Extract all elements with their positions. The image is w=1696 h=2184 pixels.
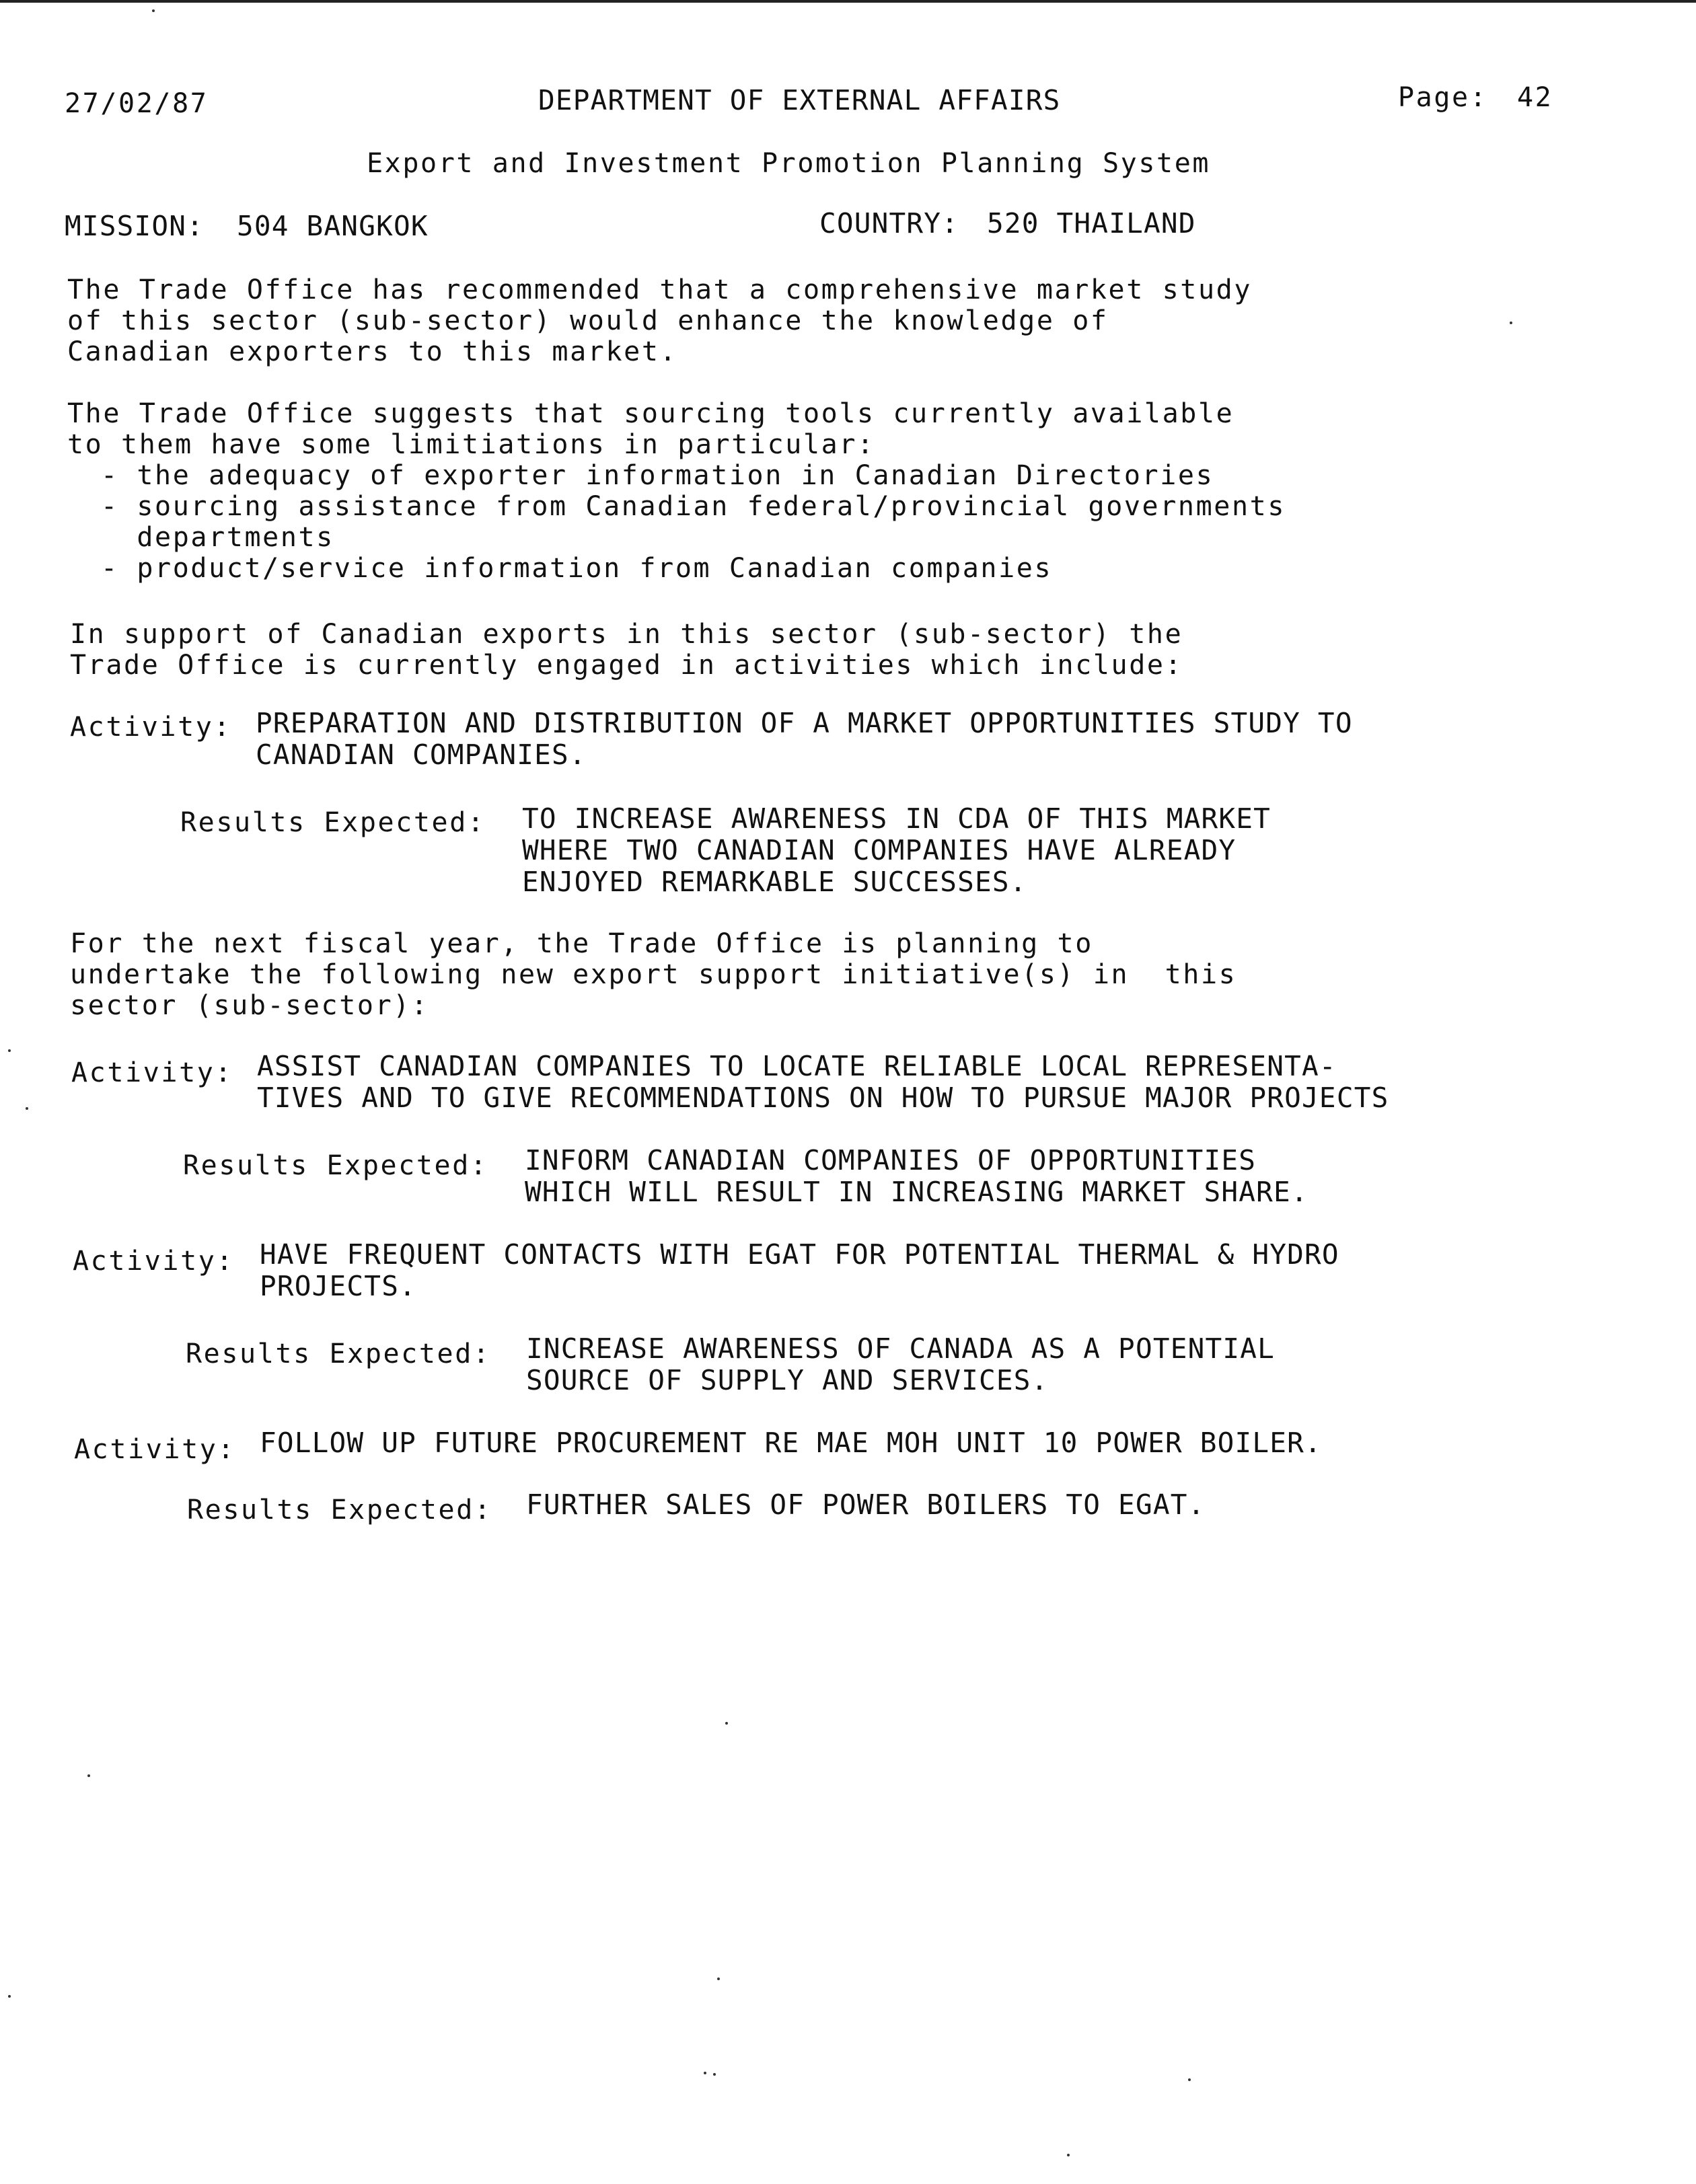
list-item: - the adequacy of exporter information in Canadian Directories: [101, 460, 1214, 491]
mission-label: MISSION:: [65, 210, 205, 242]
planned-results-text: [525, 1145, 1308, 1208]
system-title: Export and Investment Promotion Planning System: [367, 148, 1211, 179]
results-expected-label: Results Expected:: [186, 1339, 491, 1369]
scan-speck: [8, 1995, 11, 1998]
results-expected-label: Results Expected:: [183, 1150, 488, 1181]
support-paragraph: [70, 619, 1183, 681]
scan-speck: [1067, 2154, 1070, 2156]
results-line: SOURCE OF SUPPLY AND SERVICES.: [526, 1364, 1049, 1396]
planned-activity-text: [257, 1051, 1389, 1114]
scan-speck: [8, 1049, 11, 1052]
current-activity-text: [256, 708, 1353, 771]
page-label: Page:: [1398, 82, 1488, 113]
scan-speck: [1510, 322, 1512, 324]
scan-speck: [725, 1722, 728, 1725]
sourcing-limitations-list: [101, 460, 1286, 584]
activity-label: Activity:: [70, 712, 232, 743]
mission-value: 504 BANGKOK: [237, 210, 429, 242]
activity-label: Activity:: [73, 1246, 235, 1277]
paragraph-line: Trade Office is currently engaged in activities which include:: [70, 650, 1183, 681]
activity-label: Activity:: [71, 1057, 233, 1088]
scan-top-edge: [0, 0, 1696, 3]
page-number: 42: [1517, 82, 1553, 113]
paragraph-line: Canadian exporters to this market.: [67, 336, 678, 367]
results-line: WHERE TWO CANADIAN COMPANIES HAVE ALREADY: [522, 834, 1237, 866]
paragraph-line: For the next fiscal year, the Trade Office is planning to: [70, 928, 1093, 959]
planned-results-text: [526, 1489, 1205, 1521]
paragraph-line: sector (sub-sector):: [70, 990, 429, 1021]
scan-speck: [717, 1978, 720, 1980]
paragraph-line: The Trade Office has recommended that a comprehensive market study: [67, 274, 1253, 305]
list-item: - product/service information from Canadian companies: [101, 553, 1053, 584]
country-label: COUNTRY:: [819, 207, 959, 239]
current-results-text: [522, 803, 1271, 898]
planned-results-text: [526, 1333, 1275, 1396]
list-item: - sourcing assistance from Canadian federal/provincial governments: [101, 491, 1286, 522]
results-line: INCREASE AWARENESS OF CANADA AS A POTENTIAL: [526, 1332, 1276, 1365]
intro-paragraph: [67, 274, 1252, 367]
activity-line: PROJECTS.: [260, 1270, 416, 1302]
scan-speck: [152, 9, 155, 12]
paragraph-line: to them have some limitiations in particular:: [67, 429, 875, 460]
activity-line: ASSIST CANADIAN COMPANIES TO LOCATE RELIABLE LOCAL REPRESENTA-: [257, 1050, 1337, 1082]
list-item: departments: [101, 522, 334, 553]
activity-label: Activity:: [74, 1434, 236, 1465]
next-year-paragraph: [70, 928, 1237, 1021]
paragraph-line: In support of Canadian exports in this sector (sub-sector) the: [70, 619, 1183, 650]
results-line: FURTHER SALES OF POWER BOILERS TO EGAT.: [526, 1489, 1206, 1521]
sourcing-paragraph: [67, 398, 1234, 460]
activity-line: FOLLOW UP FUTURE PROCUREMENT RE MAE MOH UNIT 10 POWER BOILER.: [260, 1427, 1322, 1459]
scan-speck: [87, 1774, 90, 1777]
activity-line: CANADIAN COMPANIES.: [256, 739, 587, 771]
scan-speck: [713, 2073, 716, 2076]
results-line: TO INCREASE AWARENESS IN CDA OF THIS MARKET: [522, 802, 1271, 835]
activity-line: TIVES AND TO GIVE RECOMMENDATIONS ON HOW TO PURSUE MAJOR PROJECTS: [257, 1082, 1389, 1114]
scan-speck: [26, 1107, 28, 1110]
activity-line: PREPARATION AND DISTRIBUTION OF A MARKET OPPORTUNITIES STUDY TO: [256, 707, 1353, 739]
results-expected-label: Results Expected:: [187, 1495, 492, 1526]
results-expected-label: Results Expected:: [180, 807, 486, 838]
scan-speck: [1188, 2078, 1191, 2081]
activity-line: HAVE FREQUENT CONTACTS WITH EGAT FOR POTENTIAL THERMAL & HYDRO: [260, 1238, 1339, 1271]
results-line: INFORM CANADIAN COMPANIES OF OPPORTUNITIES: [525, 1144, 1257, 1176]
results-line: WHICH WILL RESULT IN INCREASING MARKET SHARE.: [525, 1176, 1308, 1208]
paragraph-line: The Trade Office suggests that sourcing tools currently available: [67, 398, 1234, 429]
department-name: DEPARTMENT OF EXTERNAL AFFAIRS: [538, 84, 1061, 116]
country-value: 520 THAILAND: [987, 207, 1196, 239]
paragraph-line: of this sector (sub-sector) would enhance the knowledge of: [67, 305, 1109, 336]
planned-activity-text: [260, 1239, 1339, 1302]
planned-activity-text: [260, 1427, 1322, 1459]
results-line: ENJOYED REMARKABLE SUCCESSES.: [522, 866, 1027, 898]
scan-speck: [704, 2072, 706, 2074]
paragraph-line: undertake the following new export support initiative(s) in this: [70, 959, 1237, 990]
report-date: 27/02/87: [65, 88, 209, 119]
